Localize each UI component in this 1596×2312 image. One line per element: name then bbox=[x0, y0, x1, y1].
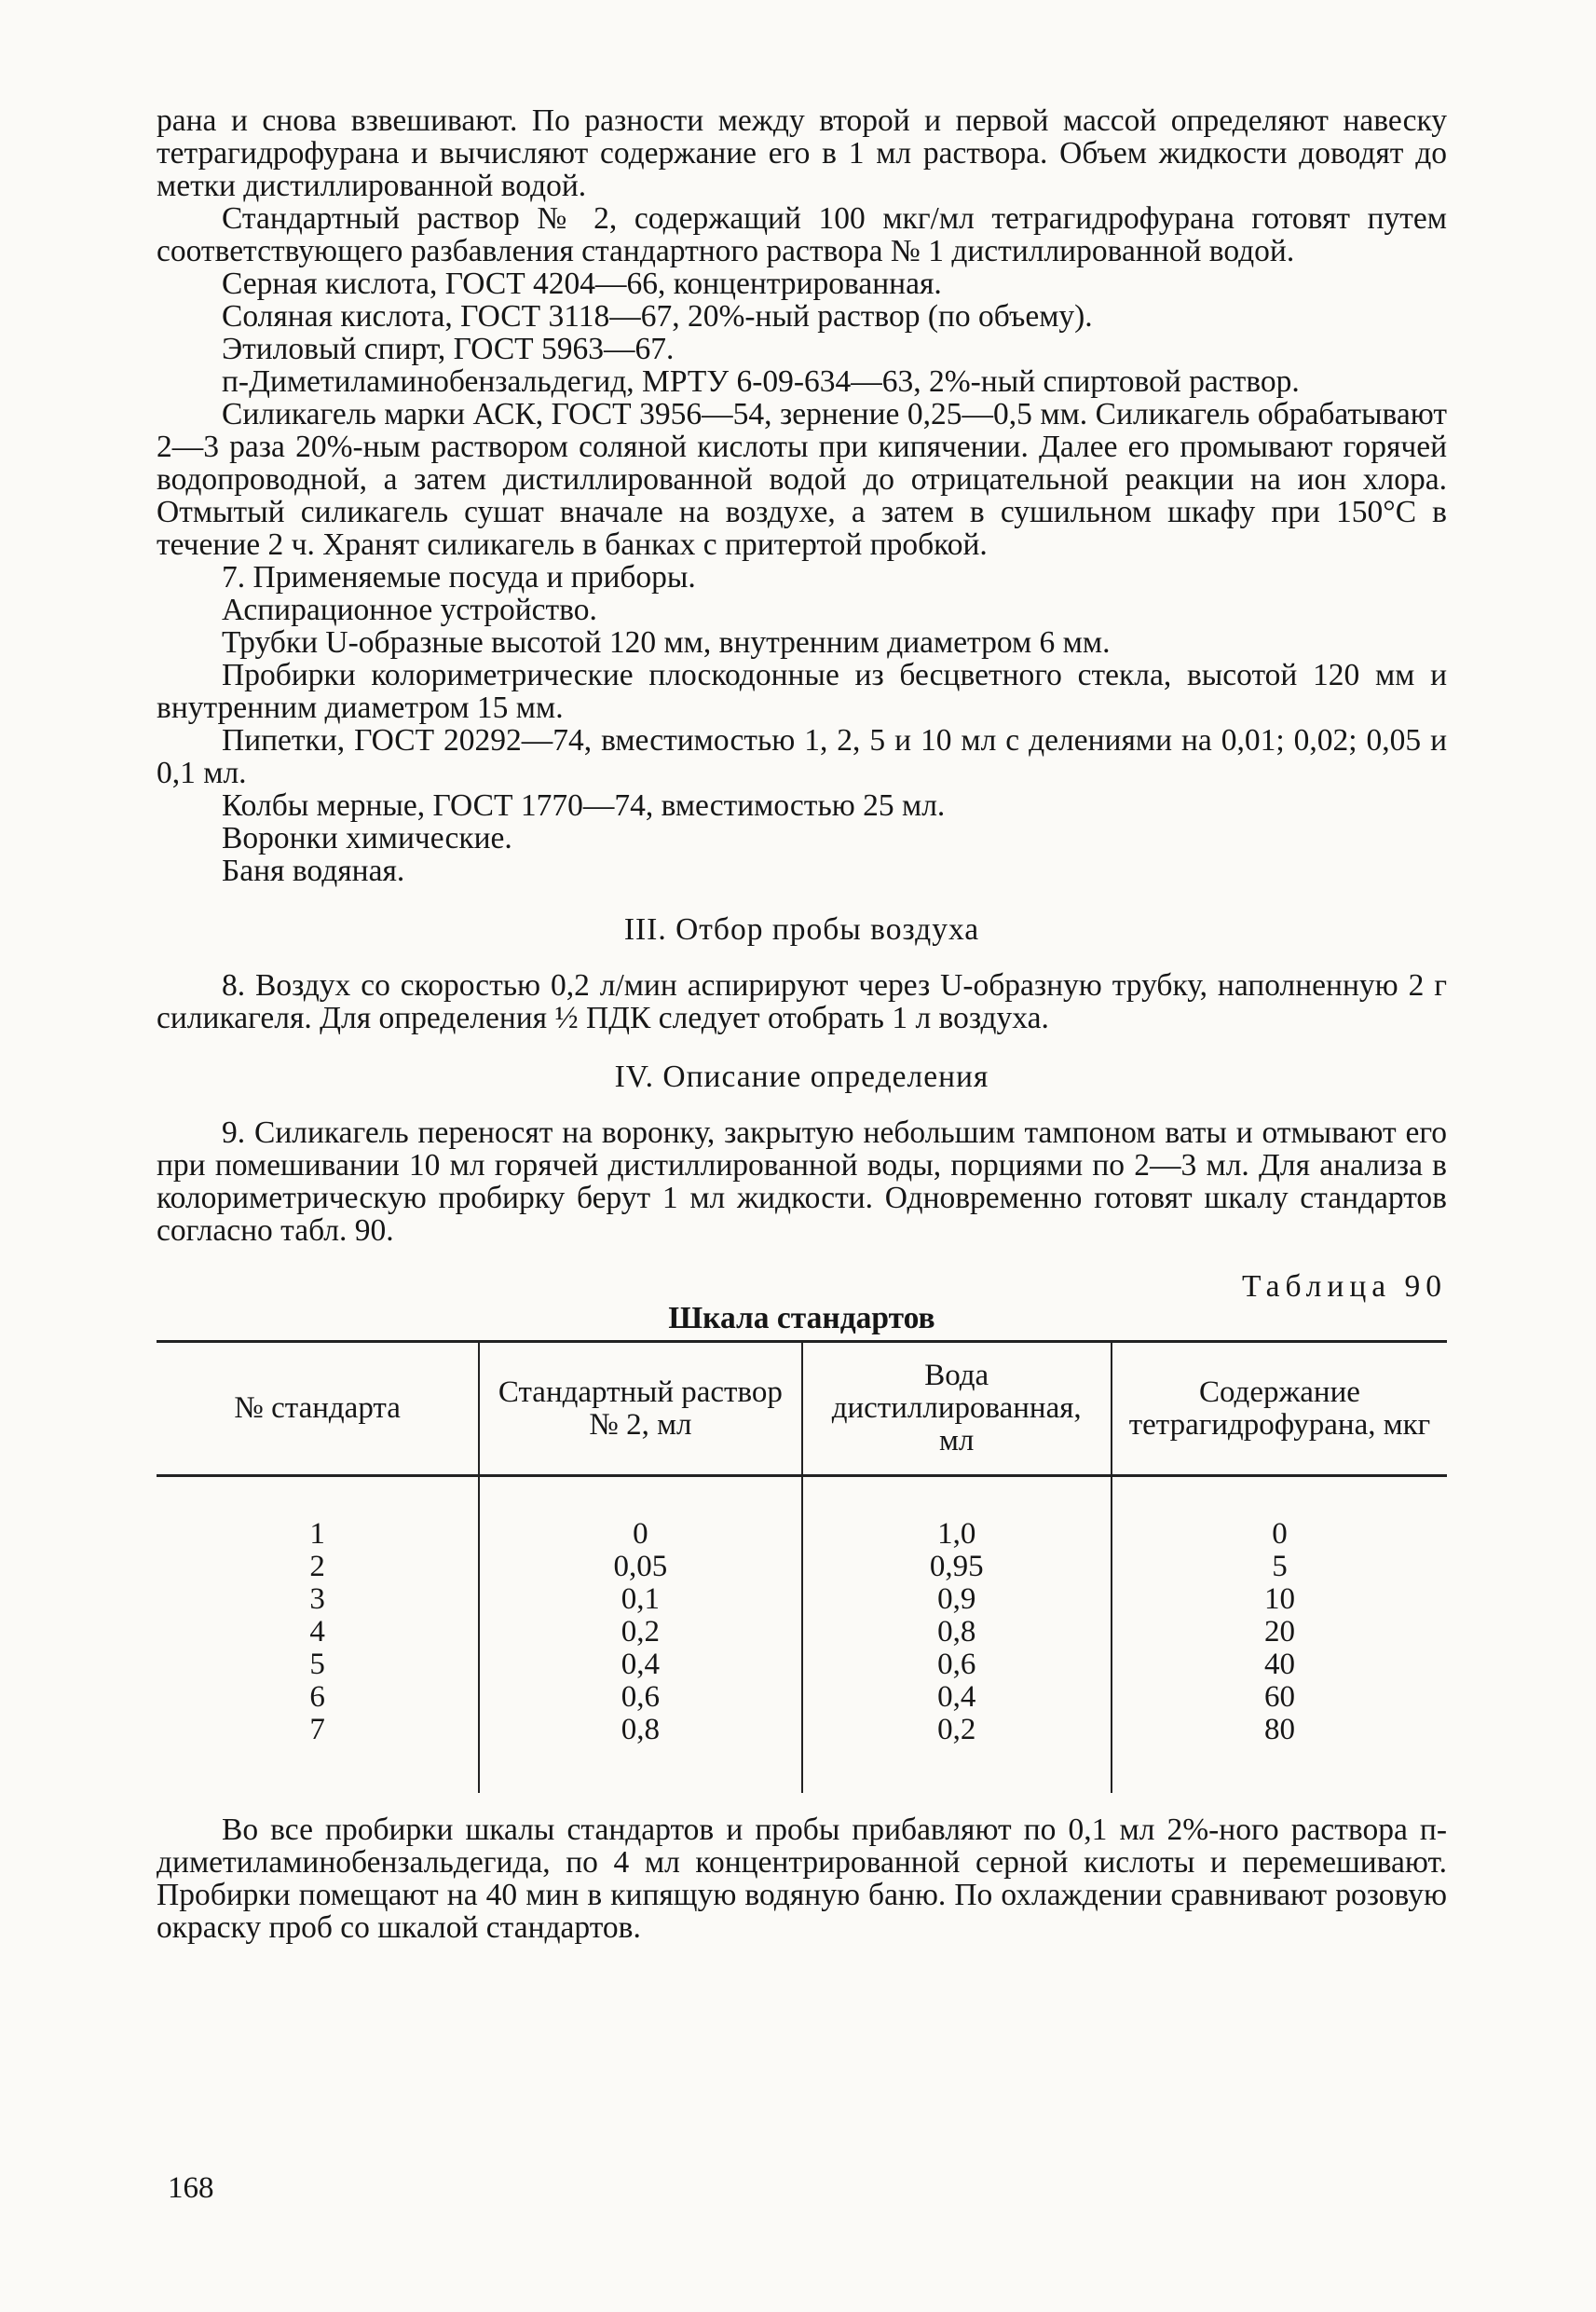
table-cell: 5 bbox=[309, 1648, 325, 1681]
header-thf-content: Содержание тетрагидрофурана, мкг bbox=[1112, 1342, 1447, 1476]
header-distilled-water: Вода дистиллированная, мл bbox=[802, 1342, 1112, 1476]
paragraph-continuation: рана и снова взвешивают. По разности между второй и первой массой определяют навеску тетрагидрофурана и вычисляют содержание его в 1 мл раствора. Объем жидкости доводят до метки дистиллированной водой. bbox=[157, 103, 1447, 203]
column-distilled-water bbox=[802, 1476, 1112, 1794]
column-standard-solution bbox=[479, 1476, 801, 1794]
table-cell: 3 bbox=[309, 1582, 325, 1616]
table-cell: 10 bbox=[1263, 1582, 1295, 1616]
section-heading-procedure: IV. Описание определения bbox=[614, 1060, 989, 1094]
table-cell: 0,2 bbox=[937, 1713, 976, 1746]
table-row bbox=[157, 1476, 1447, 1794]
table-cell: 2 bbox=[309, 1550, 325, 1583]
table-cell: 0,4 bbox=[621, 1648, 660, 1681]
table-cell: 0 bbox=[1272, 1517, 1288, 1551]
equipment-test-tubes: Пробирки колориметрические плоскодонные из бесцветного стекла, высотой 120 мм и внутренним диаметром 15 мм. bbox=[157, 658, 1447, 725]
equipment-u-tubes: Трубки U-образные высотой 120 мм, внутренним диаметром 6 мм. bbox=[222, 625, 1111, 660]
table-cell: 6 bbox=[309, 1680, 325, 1714]
standards-table bbox=[157, 1340, 1447, 1793]
reagent-sulfuric-acid: Серная кислота, ГОСТ 4204—66, концентрированная. bbox=[222, 267, 942, 301]
table-cell: 0,2 bbox=[621, 1615, 660, 1648]
section-heading-air-sampling: III. Отбор пробы воздуха bbox=[623, 912, 980, 947]
header-standard-solution: Стандартный раствор № 2, мл bbox=[479, 1342, 801, 1476]
equipment-pipettes: Пипетки, ГОСТ 20292—74, вместимостью 1, 2, 5 и 10 мл с делениями на 0,01; 0,02; 0,05 и 0,1 мл. bbox=[157, 723, 1447, 790]
equipment-flasks: Колбы мерные, ГОСТ 1770—74, вместимостью 25 мл. bbox=[222, 788, 946, 823]
paragraph-closing: Во все пробирки шкалы стандартов и пробы прибавляют по 0,1 мл 2%-ного раствора п-диметиламинобензальдегида, по 4 мл концентрированной серной кислоты и перемешивают. Пробирки помещают на 40 мин в кипящую водяную баню. По охлаждении сравнивают розовую окраску проб со шкалой стандартов. bbox=[157, 1813, 1447, 1945]
table-header-row bbox=[157, 1342, 1447, 1476]
equipment-funnels: Воронки химические. bbox=[222, 821, 512, 855]
table-cell: 0,8 bbox=[621, 1713, 660, 1746]
header-standard-number: № стандарта bbox=[157, 1342, 479, 1476]
table-cell: 0,6 bbox=[621, 1680, 660, 1714]
table-cell: 0 bbox=[633, 1517, 648, 1551]
table-title: Шкала стандартов bbox=[668, 1301, 935, 1335]
paragraph-air-sampling: 8. Воздух со скоростью 0,2 л/мин аспирируют через U-образную трубку, наполненную 2 г силикагеля. Для определения ½ ПДК следует отобрать 1 л воздуха. bbox=[157, 968, 1447, 1035]
table-caption bbox=[157, 1269, 1447, 1334]
column-standard-number bbox=[157, 1476, 479, 1794]
table-cell: 20 bbox=[1263, 1615, 1295, 1648]
paragraph-procedure: 9. Силикагель переносят на воронку, закрытую небольшим тампоном ваты и отмывают его при помешивании 10 мл горячей дистиллированной воды, порциями по 2—3 мл. Для анализа в колориметрическую пробирку берут 1 мл жидкости. Одновременно готовят шкалу стандартов согласно табл. 90. bbox=[157, 1115, 1447, 1248]
table-cell: 0,95 bbox=[929, 1550, 984, 1583]
table-cell: 0,4 bbox=[937, 1680, 976, 1714]
equipment-water-bath: Баня водяная. bbox=[222, 854, 405, 888]
spacer bbox=[157, 1793, 1447, 1813]
table-cell: 5 bbox=[1272, 1550, 1288, 1583]
table-cell: 0,05 bbox=[613, 1550, 668, 1583]
reagent-dimethylaminobenzaldehyde: п-Диметиламинобензальдегид, МРТУ 6-09-634—63, 2%-ный спиртовой раствор. bbox=[222, 364, 1300, 399]
table-cell: 1 bbox=[309, 1517, 325, 1551]
table-cell: 0,6 bbox=[937, 1648, 976, 1681]
table-number: Таблица 90 bbox=[1241, 1269, 1447, 1304]
column-thf-content bbox=[1112, 1476, 1447, 1794]
equipment-heading: 7. Применяемые посуда и приборы. bbox=[222, 560, 696, 595]
table-cell: 7 bbox=[309, 1713, 325, 1746]
table-cell: 1,0 bbox=[937, 1517, 976, 1551]
equipment-aspirator: Аспирационное устройство. bbox=[222, 593, 597, 627]
reagent-hydrochloric-acid: Соляная кислота, ГОСТ 3118—67, 20%-ный раствор (по объему). bbox=[222, 299, 1093, 334]
table-cell: 4 bbox=[309, 1615, 325, 1648]
table-cell: 60 bbox=[1263, 1680, 1295, 1714]
page-number: 168 bbox=[168, 2171, 214, 2205]
table-cell: 0,9 bbox=[937, 1582, 976, 1616]
table-cell: 40 bbox=[1263, 1648, 1295, 1681]
reagent-ethanol: Этиловый спирт, ГОСТ 5963—67. bbox=[222, 332, 675, 366]
reagent-silica-gel: Силикагель марки АСК, ГОСТ 3956—54, зернение 0,25—0,5 мм. Силикагель обрабатывают 2—3 раза 20%-ным раствором соляной кислоты при кипячении. Далее его промывают горячей водопроводной, а затем дистиллированной водой до отрицательной реакции на ион хлора. Отмытый силикагель сушат вначале на воздухе, а затем в сушильном шкафу при 150°С в течение 2 ч. Хранят силикагель в банках с притертой пробкой. bbox=[157, 397, 1447, 562]
table-cell: 80 bbox=[1263, 1713, 1295, 1746]
table-cell: 0,1 bbox=[621, 1582, 660, 1616]
paragraph-standard-solution-2: Стандартный раствор № 2, содержащий 100 мкг/мл тетрагидрофурана готовят путем соответствующего разбавления стандартного раствора № 1 дистиллированной водой. bbox=[157, 201, 1447, 268]
table-cell: 0,8 bbox=[937, 1615, 976, 1648]
